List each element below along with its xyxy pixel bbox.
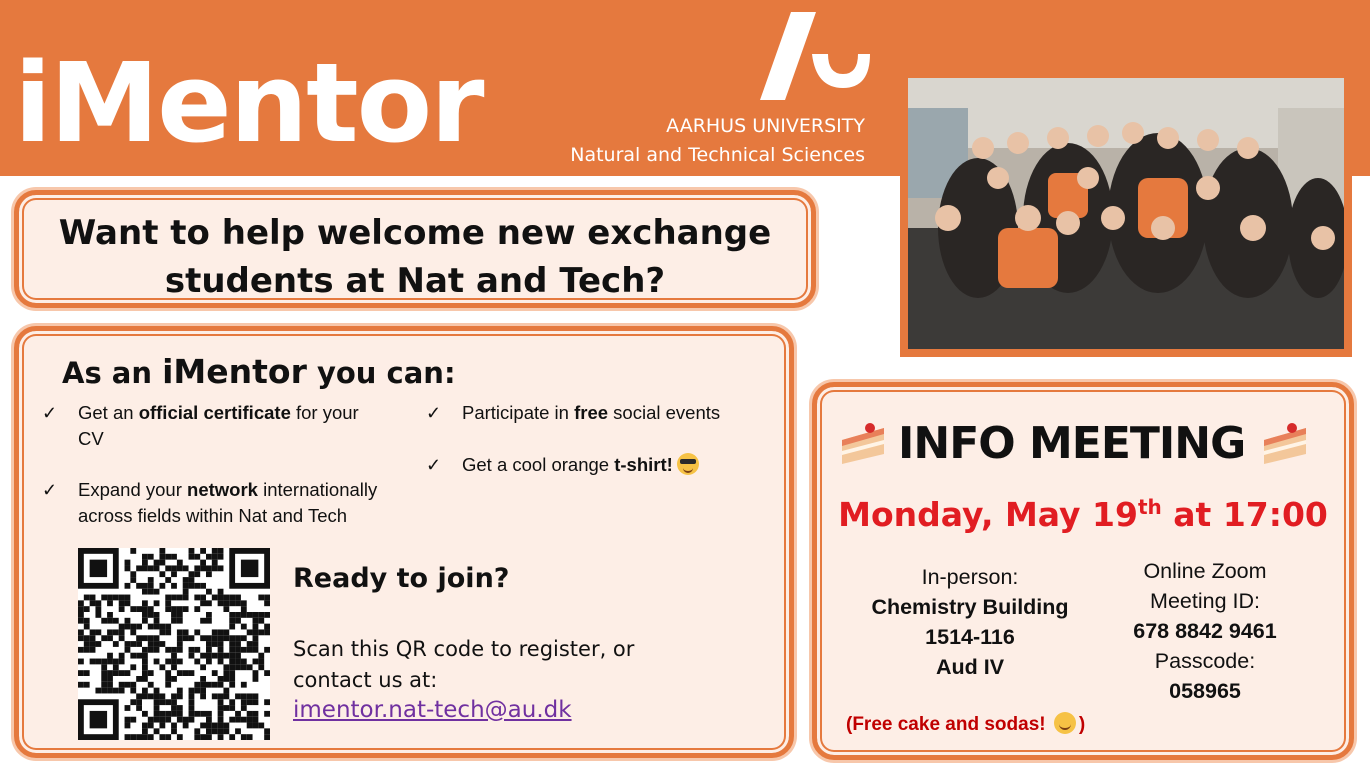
benefit-text: Get a cool orange (462, 454, 615, 475)
ready-heading: Ready to join? (293, 563, 510, 594)
benefit-text: internationally (257, 479, 378, 500)
qr-code[interactable] (78, 548, 270, 740)
sunglasses-emoji-icon (677, 453, 699, 475)
meeting-date-main: Monday, May 19 (838, 495, 1138, 534)
benefits-heading (62, 352, 456, 391)
benefit-text: Expand your (78, 479, 188, 500)
au-logo-icon (700, 8, 870, 104)
benefit-bold: free (574, 402, 609, 423)
question-line-2: students at Nat and Tech? (164, 261, 666, 301)
contact-email-link[interactable]: imentor.nat-tech@au.dk (293, 697, 572, 723)
benefit-bold: t-shirt! (614, 454, 673, 475)
auditorium-name: Aud IV (935, 655, 1005, 679)
benefit-text: Participate in (462, 402, 575, 423)
online-zoom-label: Online Zoom (1143, 559, 1267, 583)
meeting-id-label: Meeting ID: (1150, 589, 1260, 613)
info-meeting-title: INFO MEETING (898, 418, 1246, 469)
online-details (1100, 556, 1310, 706)
free-cake-note (846, 712, 1085, 736)
in-person-details (850, 562, 1090, 682)
benefit-tshirt (426, 452, 699, 478)
benefit-text: social events (608, 402, 721, 423)
faculty-label: Natural and Technical Sciences (570, 144, 865, 166)
group-photo-image (908, 78, 1344, 349)
building-name: Chemistry Building (871, 595, 1069, 619)
benefit-social (426, 400, 721, 426)
check-icon: ✓ (42, 480, 58, 500)
benefit-bold: network (187, 479, 258, 500)
university-name (540, 112, 865, 170)
room-number: 1514-116 (925, 625, 1015, 649)
check-icon: ✓ (42, 403, 58, 423)
question-text (19, 209, 811, 305)
in-person-label: In-person: (921, 565, 1019, 589)
meeting-date-suffix: th (1137, 495, 1162, 519)
benefit-text: for your (290, 402, 359, 423)
benefit-text: CV (78, 428, 104, 449)
benefit-text: across fields within Nat and Tech (78, 505, 348, 526)
benefit-bold: official certificate (138, 402, 291, 423)
page-title: iMentor (14, 39, 483, 167)
passcode-label: Passcode: (1154, 649, 1256, 673)
passcode-value[interactable]: 058965 (1169, 679, 1241, 703)
free-cake-close: ) (1078, 714, 1086, 735)
cake-icon (838, 418, 888, 468)
benefit-network (42, 477, 378, 529)
benefit-text: Get an (78, 402, 139, 423)
check-icon: ✓ (426, 403, 442, 423)
benefit-certificate (42, 400, 359, 452)
benefits-heading-brand: iMentor (162, 352, 307, 391)
benefits-heading-pre: As an (62, 356, 163, 390)
question-line-1: Want to help welcome new exchange (58, 213, 772, 253)
free-cake-text: (Free cake and sodas! (846, 714, 1046, 735)
register-line-1: Scan this QR code to register, or (293, 637, 635, 661)
meeting-date-time: at 17:00 (1161, 495, 1328, 534)
cake-icon (1260, 418, 1310, 468)
register-line-2: contact us at: (293, 668, 438, 692)
meeting-id-value[interactable]: 678 8842 9461 (1133, 619, 1277, 643)
smiling-emoji-icon (1054, 712, 1076, 734)
group-photo (900, 70, 1352, 357)
benefits-heading-post: you can: (306, 356, 456, 390)
question-box (14, 190, 816, 308)
check-icon: ✓ (426, 455, 442, 475)
register-text (293, 634, 693, 696)
meeting-date (812, 495, 1354, 534)
university-label: AARHUS UNIVERSITY (666, 115, 865, 137)
